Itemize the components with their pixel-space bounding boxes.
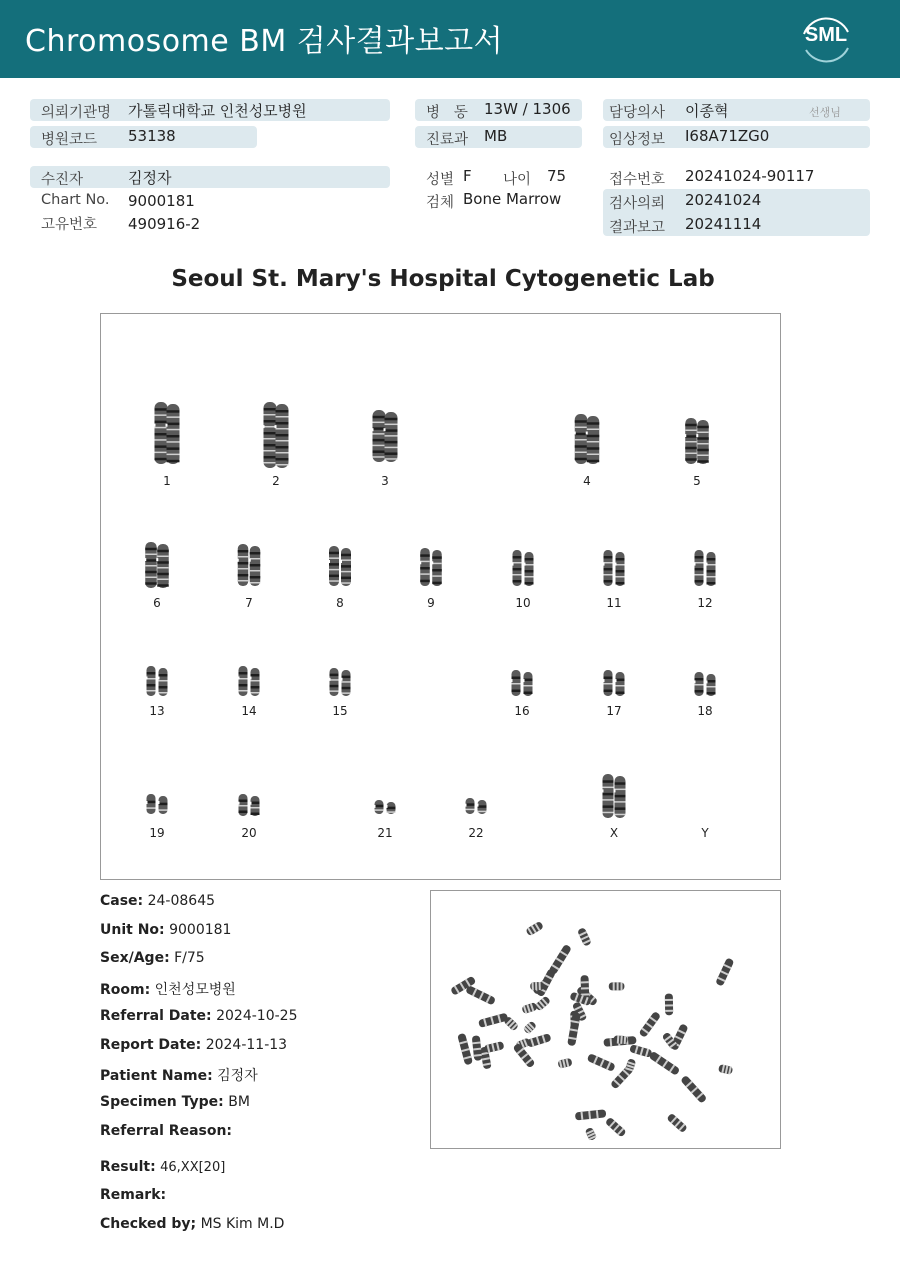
- metaphase-chromosome: [613, 1035, 627, 1044]
- chromosome-pair-18: [694, 672, 716, 696]
- metaphase-chromosome: [534, 995, 551, 1011]
- chromosome-pair-16: [511, 670, 533, 696]
- checked-by-row: [100, 1216, 284, 1232]
- chromosome-label-18: 18: [697, 704, 713, 718]
- metaphase-chromosome: [526, 1033, 551, 1048]
- sexage-row: [100, 950, 205, 966]
- chromosome-pair-5: [684, 418, 709, 464]
- institution-value: 가톨릭대학교 인천성모병원: [128, 102, 307, 120]
- chromosome-pair-13: [146, 666, 168, 696]
- chart-no-value: 9000181: [128, 192, 195, 210]
- institution-label: 의뢰기관명: [41, 105, 112, 121]
- chromosome-pair-15: [329, 668, 351, 696]
- unique-no-label: 고유번호: [41, 217, 98, 233]
- age-label: 나이: [503, 172, 532, 188]
- specimen-type-value: BM: [228, 1094, 250, 1110]
- chart-no-label: Chart No.: [41, 192, 110, 208]
- chromosome-pair-22: [465, 798, 487, 814]
- chromosome-label-13: 13: [149, 704, 165, 718]
- department-value: MB: [484, 127, 508, 145]
- receipt-no-label: 접수번호: [609, 172, 666, 188]
- chromosome-label-3: 3: [381, 474, 389, 488]
- room-label: Room:: [100, 982, 151, 998]
- room-value: 인천성모병원: [154, 982, 236, 998]
- referral-date-row: [100, 1008, 297, 1024]
- chromosome-pair-20: [238, 794, 260, 816]
- metaphase-chromosome: [521, 1002, 537, 1014]
- sexage-label: Sex/Age:: [100, 950, 170, 966]
- header-bar: [0, 0, 900, 78]
- chromosome-label-9: 9: [427, 596, 435, 610]
- test-request-label: 검사의뢰: [609, 196, 666, 212]
- chromosome-pair-3: [372, 410, 398, 462]
- result-report-label: 결과보고: [609, 220, 666, 236]
- metaphase-chromosome: [718, 1064, 733, 1075]
- sml-logo: [798, 12, 854, 66]
- metaphase-chromosome: [629, 1044, 652, 1058]
- chromosome-pair-12: [694, 550, 716, 586]
- hospital-code-value: 53138: [128, 127, 176, 145]
- metaphase-panel: [430, 890, 781, 1149]
- metaphase-chromosome: [666, 1113, 688, 1134]
- sex-label: 성별: [426, 172, 455, 188]
- chromosome-label-4: 4: [583, 474, 591, 488]
- unit-row: [100, 922, 231, 938]
- metaphase-chromosome: [457, 1033, 473, 1065]
- metaphase-chromosome: [680, 1075, 707, 1104]
- ward-label: 병 동: [426, 105, 468, 121]
- specimen-value: Bone Marrow: [463, 190, 562, 208]
- case-label: Case:: [100, 893, 144, 909]
- patient-label: 수진자: [41, 172, 84, 188]
- unit-value: 9000181: [169, 922, 232, 938]
- chromosome-label-14: 14: [241, 704, 257, 718]
- referral-reason-label: Referral Reason:: [100, 1123, 233, 1139]
- referral-date-label: Referral Date:: [100, 1008, 212, 1024]
- chromosome-label-19: 19: [149, 826, 165, 840]
- metaphase-chromosome: [609, 982, 625, 990]
- test-request-value: 20241024: [685, 191, 762, 209]
- chromosome-pair-19: [146, 794, 168, 814]
- result-value: 46,XX[20]: [160, 1160, 226, 1175]
- receipt-no-value: 20241024-90117: [685, 167, 815, 185]
- metaphase-chromosome: [587, 1053, 616, 1072]
- metaphase-chromosome: [478, 1013, 508, 1028]
- referral-reason-row: [100, 1123, 232, 1139]
- age-value: 75: [547, 167, 567, 185]
- specimen-type-row: [100, 1094, 250, 1110]
- hospital-code-label: 병원코드: [41, 132, 98, 148]
- metaphase-chromosome: [484, 1041, 505, 1053]
- chromosome-pair-9: [419, 548, 442, 586]
- chromosome-label-10: 10: [515, 596, 531, 610]
- chromosome-pair-21: [374, 800, 396, 814]
- room-row: [100, 979, 236, 999]
- report-date-value: 2024-11-13: [205, 1037, 288, 1053]
- chromosome-label-22: 22: [468, 826, 484, 840]
- chromosome-label-7: 7: [245, 596, 253, 610]
- specimen-label: 검체: [426, 195, 455, 211]
- remark-row: [100, 1187, 166, 1203]
- chromosome-label-8: 8: [336, 596, 344, 610]
- ward-value: 13W / 1306: [484, 100, 571, 118]
- karyotype-panel: [100, 313, 781, 880]
- metaphase-chromosome: [715, 957, 734, 986]
- metaphase-chromosome: [523, 1020, 537, 1034]
- doctor-value: 이종혁: [685, 102, 729, 120]
- report-title: Chromosome BM 검사결과보고서: [25, 24, 504, 59]
- chromosome-pair-2: [263, 402, 289, 468]
- chromosome-pair-X: [602, 774, 626, 818]
- sexage-value: F/75: [174, 950, 205, 966]
- chromosome-pair-10: [512, 550, 534, 586]
- metaphase-chromosome: [648, 1051, 680, 1076]
- chromosome-pair-14: [238, 666, 260, 696]
- logo-text: SML: [804, 24, 848, 46]
- department-label: 진료과: [426, 132, 469, 148]
- result-report-value: 20241114: [685, 215, 762, 233]
- metaphase-chromosome: [665, 994, 673, 1016]
- patient-name-row: [100, 1065, 258, 1085]
- result-row: [100, 1159, 225, 1175]
- doctor-label: 담당의사: [609, 105, 666, 121]
- metaphase-chromosome: [585, 1127, 597, 1141]
- clinical-info-label: 임상정보: [609, 132, 666, 148]
- case-value: 24-08645: [147, 893, 216, 909]
- chromosome-label-17: 17: [606, 704, 622, 718]
- chromosome-label-5: 5: [693, 474, 701, 488]
- chromosome-label-16: 16: [514, 704, 530, 718]
- patient-name-label: Patient Name:: [100, 1068, 213, 1084]
- chromosome-label-6: 6: [153, 596, 161, 610]
- case-row: [100, 893, 215, 909]
- lab-title: Seoul St. Mary's Hospital Cytogenetic Lab: [171, 266, 715, 292]
- metaphase-image: [431, 891, 780, 1148]
- metaphase-chromosome: [525, 921, 544, 937]
- patient-value: 김정자: [128, 169, 172, 187]
- chromosome-label-11: 11: [606, 596, 622, 610]
- metaphase-chromosome: [577, 927, 592, 947]
- clinical-info-value: I68A71ZG0: [685, 127, 770, 145]
- chromosome-label-21: 21: [377, 826, 393, 840]
- metaphase-chromosome: [638, 1011, 661, 1038]
- chromosome-label-15: 15: [332, 704, 348, 718]
- chromosome-pair-17: [603, 670, 625, 696]
- referral-date-value: 2024-10-25: [216, 1008, 298, 1024]
- report-date-row: [100, 1037, 287, 1053]
- chromosome-label-1: 1: [163, 474, 171, 488]
- chromosome-pair-7: [237, 544, 261, 586]
- metaphase-chromosome: [575, 1109, 607, 1120]
- metaphase-chromosome: [557, 1058, 572, 1069]
- result-label: Result:: [100, 1159, 156, 1175]
- chromosome-label-X: X: [609, 826, 619, 840]
- doctor-suffix: 선생님: [809, 106, 841, 119]
- report-date-label: Report Date:: [100, 1037, 202, 1053]
- metaphase-chromosome: [567, 1012, 581, 1046]
- chromosome-label-2: 2: [272, 474, 280, 488]
- specimen-type-label: Specimen Type:: [100, 1094, 224, 1110]
- chromosome-label-12: 12: [697, 596, 713, 610]
- chromosome-label-Y: Y: [701, 826, 709, 840]
- metaphase-chromosome: [530, 982, 544, 990]
- metaphase-chromosome: [605, 1117, 627, 1138]
- remark-label: Remark:: [100, 1187, 167, 1203]
- unit-label: Unit No:: [100, 922, 165, 938]
- chromosome-pair-11: [603, 550, 625, 586]
- sex-value: F: [463, 167, 472, 185]
- patient-name-value: 김정자: [217, 1068, 258, 1084]
- metaphase-chromosome: [472, 1035, 483, 1061]
- unique-no-value: 490916-2: [128, 215, 201, 233]
- metaphase-chromosome: [548, 944, 572, 975]
- chromosome-pair-8: [328, 546, 351, 586]
- checked-by-label: Checked by;: [100, 1216, 197, 1232]
- chromosome-pair-6: [144, 542, 169, 588]
- checked-by-value: MS Kim M.D: [200, 1216, 285, 1232]
- chromosome-pair-1: [154, 402, 180, 464]
- metaphase-chromosome: [465, 985, 496, 1006]
- chromosome-label-20: 20: [241, 826, 257, 840]
- patient-row-bg: [30, 166, 390, 188]
- chromosome-pair-4: [574, 414, 600, 464]
